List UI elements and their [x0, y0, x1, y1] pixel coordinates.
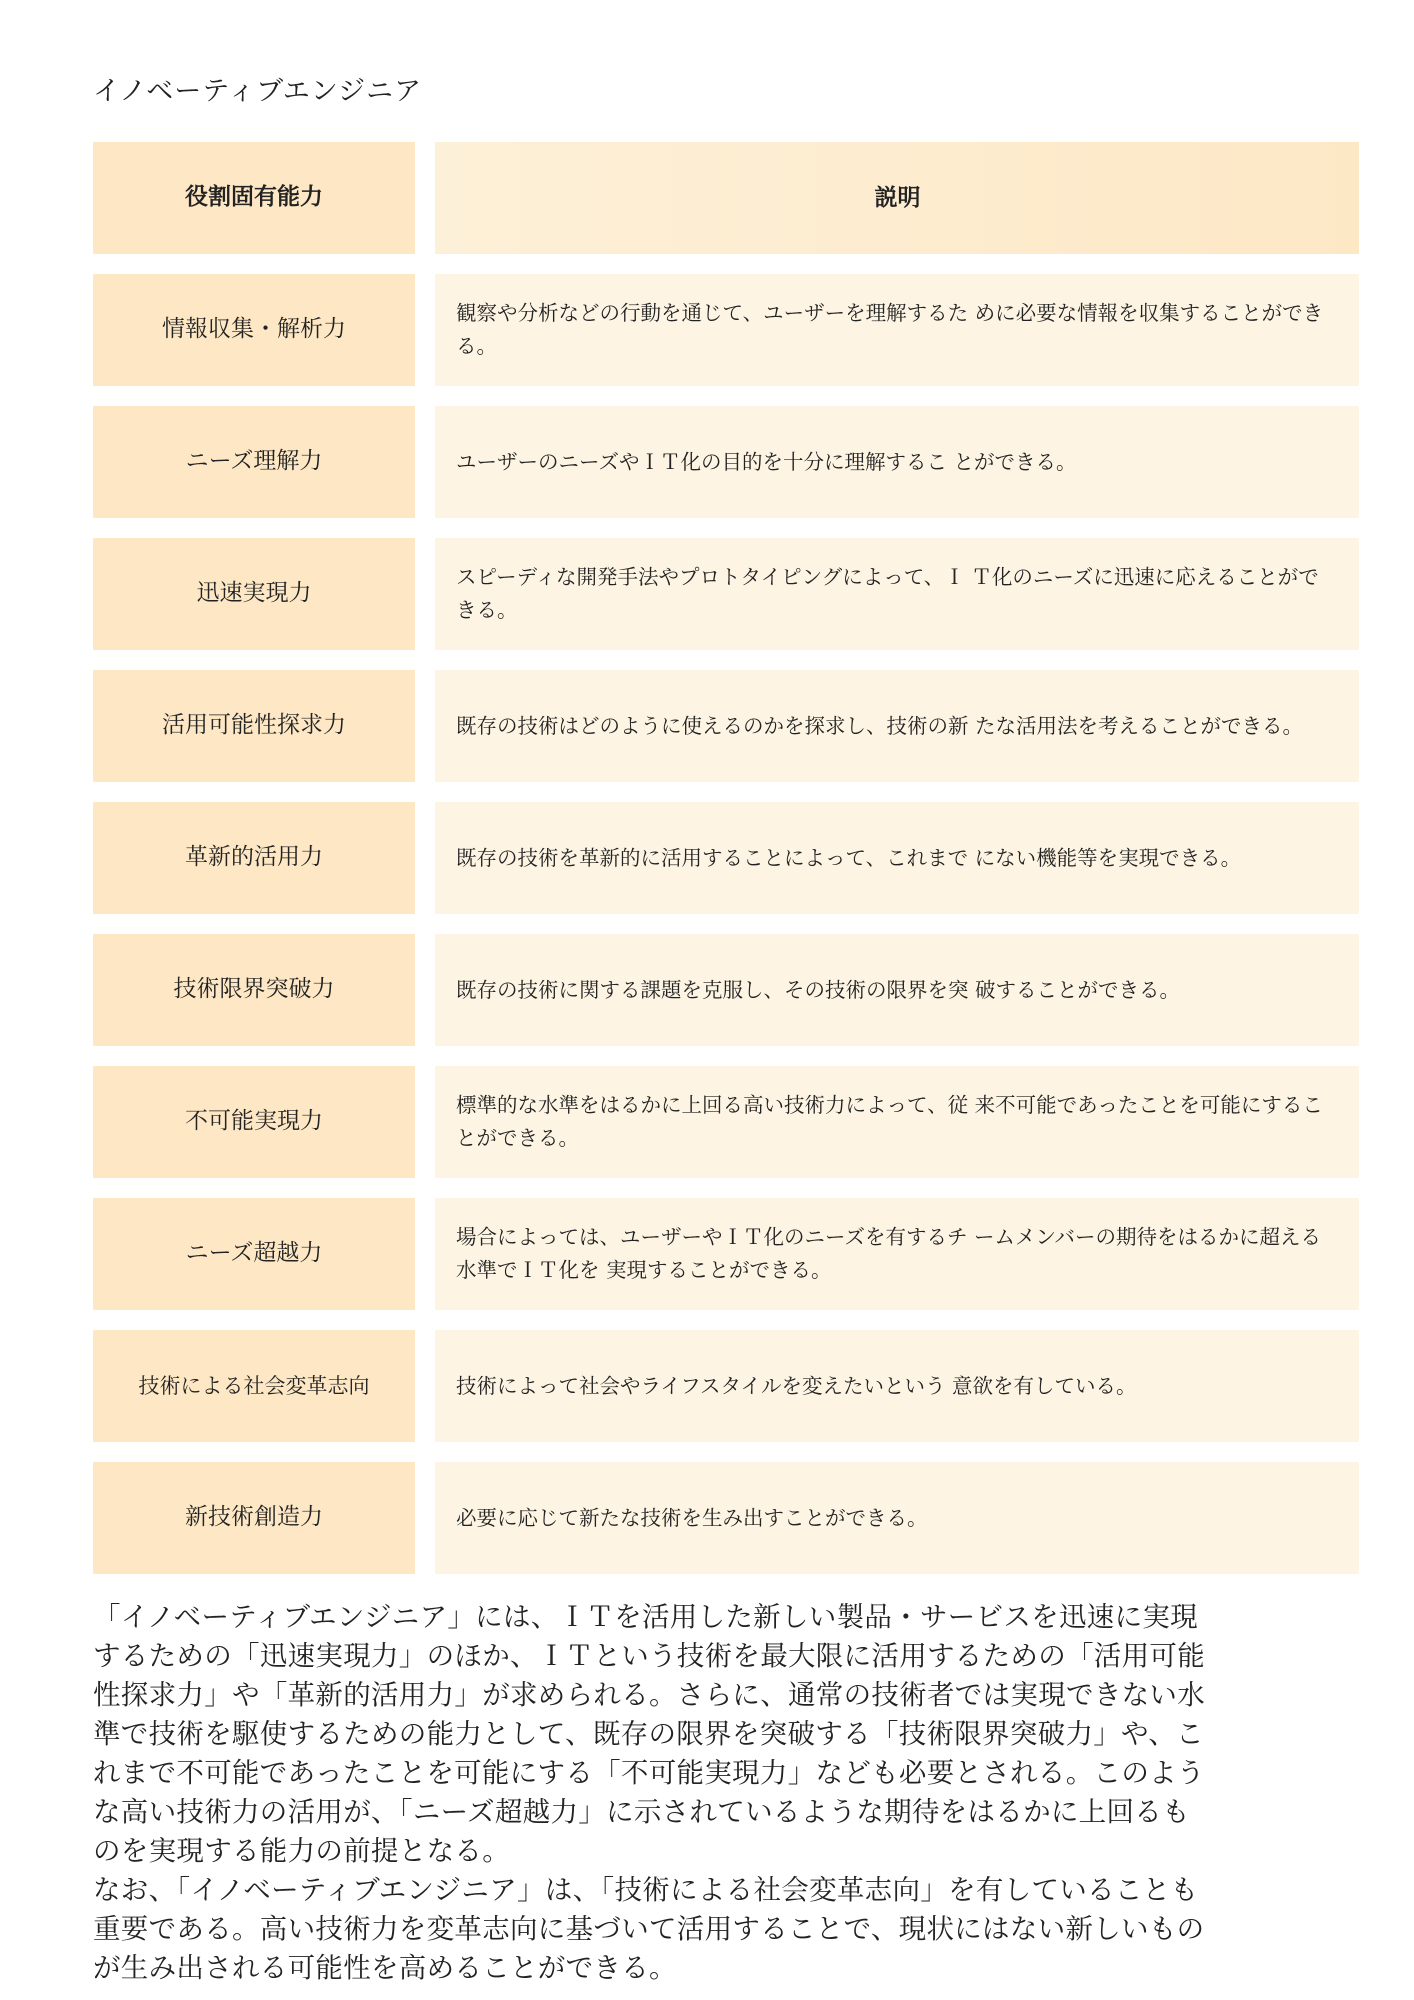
competency-name: 革新的活用力 — [93, 802, 415, 914]
table-row — [93, 670, 1359, 782]
header-description: 説明 — [435, 142, 1359, 254]
competency-name: 新技術創造力 — [93, 1462, 415, 1574]
table-row — [93, 802, 1359, 914]
competency-description: 場合によっては、ユーザーやＩＴ化のニーズを有するチ ームメンバーの期待をはるかに超える水準でＩＴ化を 実現することができる。 — [435, 1198, 1359, 1310]
table-row — [93, 1198, 1359, 1310]
competency-description: 既存の技術に関する課題を克服し、その技術の限界を突 破することができる。 — [435, 934, 1359, 1046]
table-row — [93, 1330, 1359, 1442]
competency-description: 標準的な水準をはるかに上回る高い技術力によって、従 来不可能であったことを可能にすることができる。 — [435, 1066, 1359, 1178]
body-paragraph-1: 「イノベーティブエンジニア」には、ＩＴを活用した新しい製品・サービスを迅速に実現するための「迅速実現力」のほか、ＩＴという技術を最大限に活用するための「活用可能性探求力」や「革新的活用力」が求められる。さらに、通常の技術者では実現できない水準で技術を駆使するための能力として、既存の限界を突破する「技術限界突破力」や、これまで不可能であったことを可能にする「不可能実現力」なども必要とされる。このような高い技術力の活用が、「ニーズ超越力」に示されているような期待をはるかに上回るものを実現する能力の前提となる。 — [93, 1601, 1205, 1867]
competency-name: ニーズ超越力 — [93, 1198, 415, 1310]
table-row — [93, 934, 1359, 1046]
page-title: イノベーティブエンジニア — [93, 76, 423, 107]
table-row — [93, 274, 1359, 386]
competency-name: 迅速実現力 — [93, 538, 415, 650]
table-row — [93, 406, 1359, 518]
header-competency: 役割固有能力 — [93, 142, 415, 254]
table-header-row — [93, 142, 1359, 254]
body-paragraph-2: なお、「イノベーティブエンジニア」は、「技術による社会変革志向」を有していることも重要である。高い技術力を変革志向に基づいて活用することで、現状にはない新しいものが生み出される可能性を高めることができる。 — [93, 1874, 1205, 1984]
table-row — [93, 1066, 1359, 1178]
competency-name: ニーズ理解力 — [93, 406, 415, 518]
competency-name: 技術による社会変革志向 — [93, 1330, 415, 1442]
competency-name: 技術限界突破力 — [93, 934, 415, 1046]
competency-description: 既存の技術はどのように使えるのかを探求し、技術の新 たな活用法を考えることができる。 — [435, 670, 1359, 782]
competency-table — [93, 142, 1359, 1574]
competency-description: 観察や分析などの行動を通じて、ユーザーを理解するた めに必要な情報を収集することができる。 — [435, 274, 1359, 386]
competency-name: 情報収集・解析力 — [93, 274, 415, 386]
competency-description: 既存の技術を革新的に活用することによって、これまで にない機能等を実現できる。 — [435, 802, 1359, 914]
competency-description: 必要に応じて新たな技術を生み出すことができる。 — [435, 1462, 1359, 1574]
competency-name: 活用可能性探求力 — [93, 670, 415, 782]
body-text — [93, 1598, 1213, 1988]
competency-description: 技術によって社会やライフスタイルを変えたいという 意欲を有している。 — [435, 1330, 1359, 1442]
competency-description: ユーザーのニーズやＩＴ化の目的を十分に理解するこ とができる。 — [435, 406, 1359, 518]
competency-description: スピーディな開発手法やプロトタイピングによって、Ｉ Ｔ化のニーズに迅速に応えることができる。 — [435, 538, 1359, 650]
table-row — [93, 538, 1359, 650]
competency-name: 不可能実現力 — [93, 1066, 415, 1178]
table-row — [93, 1462, 1359, 1574]
